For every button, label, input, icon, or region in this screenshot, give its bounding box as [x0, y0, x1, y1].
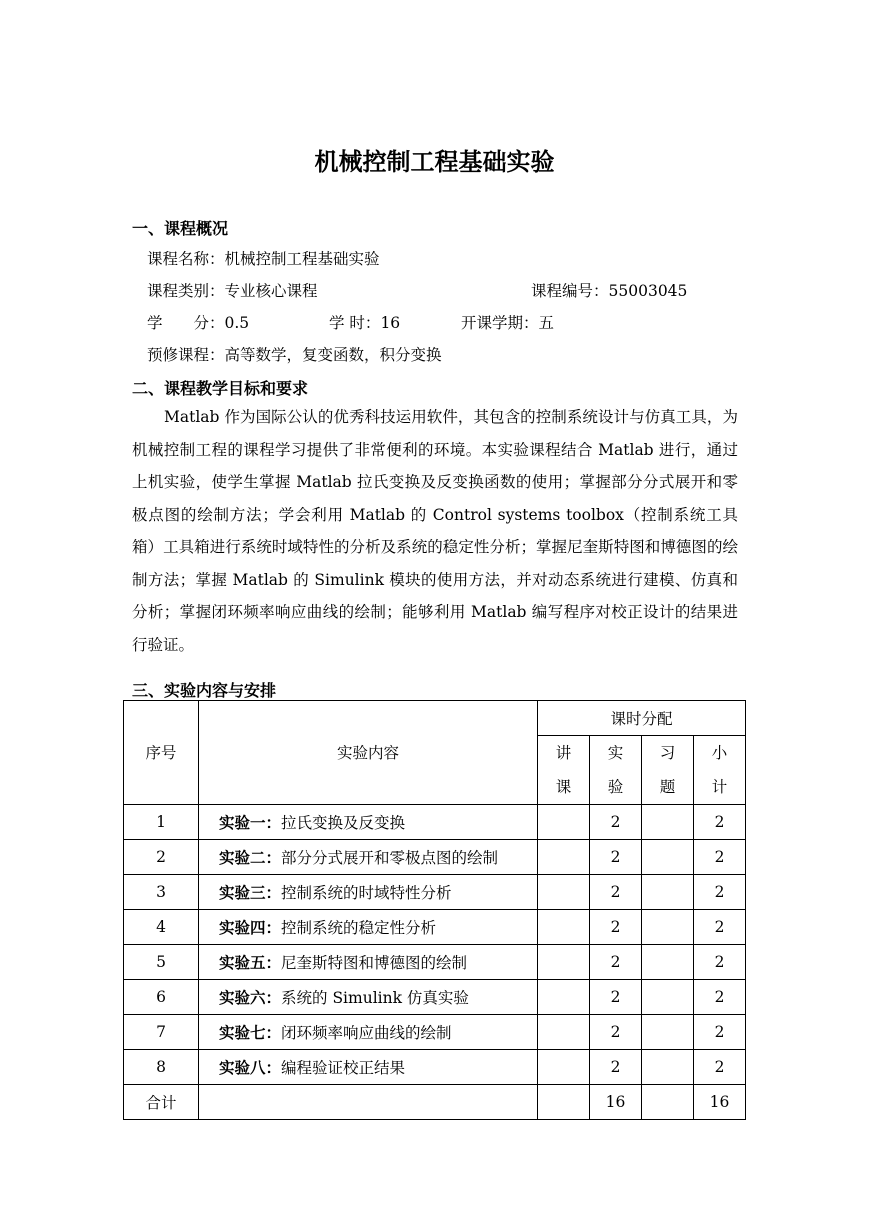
row-experiment: 2: [590, 1050, 642, 1085]
row-experiment: 2: [590, 805, 642, 840]
header-content: 实验内容: [199, 701, 538, 805]
row-subtotal: 2: [694, 1050, 746, 1085]
row-experiment: 2: [590, 840, 642, 875]
row-subtotal: 2: [694, 875, 746, 910]
row-subtotal: 2: [694, 980, 746, 1015]
cell-text: 习: [659, 744, 676, 762]
cell-text: 控制系统的稳定性分析: [281, 919, 437, 937]
total-content: [199, 1085, 538, 1120]
total-experiment: 16: [590, 1085, 642, 1120]
goals-paragraph-text: Matlab 作为国际公认的优秀科技运用软件，其包含的控制系统设计与仿真工具，为机械控制工程的课程学习提供了非常便利的环境。本实验课程结合 Matlab 进行，通过上机实验，使学生掌握 Matlab 拉氏变换及反变换函数的使用；掌握部分分式展开和零极点图的绘制方法；学会利用 Matlab 的 Control systems toolbox（控制系统工具箱）工具箱进行系统时域特性的分析及系统的稳定性分析；掌握尼奎斯特图和博德图的绘制方法；掌握 Matlab 的 Simulink 模块的使用方法，并对动态系统进行建模、仿真和分析；掌握闭环频率响应曲线的绘制；能够利用 Matlab 编写程序对校正设计的结果进行验证。: [132, 408, 738, 654]
prereq-line: [147, 343, 442, 365]
table-row: [124, 980, 746, 1015]
row-content: [199, 1050, 538, 1085]
row-lecture: [538, 1050, 590, 1085]
row-experiment: 2: [590, 980, 642, 1015]
section-heading-schedule: 三、实验内容与安排: [132, 681, 277, 700]
row-seq: 3: [124, 875, 199, 910]
row-lecture: [538, 805, 590, 840]
total-lecture: [538, 1085, 590, 1120]
table-total-row: [124, 1085, 746, 1120]
row-content: [199, 980, 538, 1015]
table-row: [124, 1050, 746, 1085]
row-seq: 1: [124, 805, 199, 840]
row-content: [199, 910, 538, 945]
header-lecture: [538, 736, 590, 805]
cell-text: 讲: [555, 744, 572, 762]
schedule-table: [123, 700, 746, 1120]
course-category-label: 课程类别：: [147, 282, 225, 300]
experiment-name: 实验七：: [219, 1024, 282, 1042]
header-seq: 序号: [124, 701, 199, 805]
credit-value: 0.5: [224, 314, 250, 332]
credit-label: 学 分：: [147, 314, 225, 332]
table-row: [124, 910, 746, 945]
row-lecture: [538, 840, 590, 875]
experiment-name: 实验六：: [219, 989, 282, 1007]
section-heading-overview: 一、课程概况: [132, 219, 229, 238]
header-subtotal: [694, 736, 746, 805]
row-lecture: [538, 910, 590, 945]
cell-text: 尼奎斯特图和博德图的绘制: [281, 954, 468, 972]
header-experiment: [590, 736, 642, 805]
row-exercise: [642, 980, 694, 1015]
row-experiment: 2: [590, 945, 642, 980]
hours-label: 学 时：: [329, 314, 381, 332]
row-seq: 7: [124, 1015, 199, 1050]
row-experiment: 2: [590, 910, 642, 945]
row-exercise: [642, 805, 694, 840]
row-exercise: [642, 945, 694, 980]
header-exercise: [642, 736, 694, 805]
row-seq: 4: [124, 910, 199, 945]
row-content: [199, 805, 538, 840]
prereq-value: 高等数学，复变函数，积分变换: [224, 346, 442, 364]
table-header-row: [124, 701, 746, 736]
row-seq: 2: [124, 840, 199, 875]
row-seq: 6: [124, 980, 199, 1015]
total-subtotal: 16: [694, 1085, 746, 1120]
cell-text: 闭环频率响应曲线的绘制: [281, 1024, 452, 1042]
row-exercise: [642, 875, 694, 910]
course-code-value: 55003045: [608, 282, 688, 300]
cell-text: 小: [711, 744, 728, 762]
semester-label: 开课学期：: [461, 314, 539, 332]
experiment-name: 实验八：: [219, 1059, 282, 1077]
experiment-name: 实验二：: [219, 849, 282, 867]
row-lecture: [538, 1015, 590, 1050]
credit-line: [147, 311, 249, 333]
cell-text: 部分分式展开和零极点图的绘制: [281, 849, 499, 867]
row-experiment: 2: [590, 875, 642, 910]
experiment-name: 实验五：: [219, 954, 282, 972]
header-hours-group: 课时分配: [538, 701, 746, 736]
cell-text: 验: [607, 778, 624, 796]
semester-value: 五: [538, 314, 555, 332]
table-row: [124, 840, 746, 875]
cell-text: 计: [711, 778, 728, 796]
course-code-label: 课程编号：: [531, 282, 609, 300]
row-subtotal: 2: [694, 945, 746, 980]
experiment-name: 实验四：: [219, 919, 282, 937]
total-exercise: [642, 1085, 694, 1120]
cell-text: 编程验证校正结果: [281, 1059, 406, 1077]
row-seq: 8: [124, 1050, 199, 1085]
section-heading-goals: 二、课程教学目标和要求: [132, 379, 309, 398]
row-exercise: [642, 1050, 694, 1085]
cell-text: 系统的 Simulink 仿真实验: [281, 989, 469, 1007]
cell-text: 实: [607, 744, 624, 762]
row-subtotal: 2: [694, 1015, 746, 1050]
row-subtotal: 2: [694, 910, 746, 945]
table-row: [124, 805, 746, 840]
course-category-value: 专业核心课程: [224, 282, 318, 300]
cell-text: 课: [555, 778, 572, 796]
page-title: 机械控制工程基础实验: [314, 148, 555, 176]
prereq-label: 预修课程：: [147, 346, 225, 364]
row-lecture: [538, 945, 590, 980]
semester-line: [461, 311, 554, 333]
cell-text: 控制系统的时域特性分析: [281, 884, 452, 902]
row-exercise: [642, 840, 694, 875]
row-subtotal: 2: [694, 805, 746, 840]
row-experiment: 2: [590, 1015, 642, 1050]
course-category-line: [147, 279, 318, 301]
total-label: 合计: [124, 1085, 199, 1120]
course-name-value: 机械控制工程基础实验: [224, 250, 380, 268]
row-exercise: [642, 910, 694, 945]
row-content: [199, 945, 538, 980]
table-row: [124, 945, 746, 980]
hours-line: [329, 311, 400, 333]
hours-value: 16: [380, 314, 401, 332]
cell-text: 拉氏变换及反变换: [281, 814, 406, 832]
experiment-name: 实验三：: [219, 884, 282, 902]
course-code-line: [531, 279, 687, 301]
row-subtotal: 2: [694, 840, 746, 875]
row-lecture: [538, 875, 590, 910]
table-row: [124, 875, 746, 910]
row-exercise: [642, 1015, 694, 1050]
row-content: [199, 840, 538, 875]
row-content: [199, 1015, 538, 1050]
table-row: [124, 1015, 746, 1050]
cell-text: 题: [659, 778, 676, 796]
course-name-label: 课程名称：: [147, 250, 225, 268]
row-lecture: [538, 980, 590, 1015]
row-content: [199, 875, 538, 910]
goals-paragraph: [132, 401, 738, 661]
course-name-line: [147, 247, 380, 269]
experiment-name: 实验一：: [219, 814, 282, 832]
row-seq: 5: [124, 945, 199, 980]
